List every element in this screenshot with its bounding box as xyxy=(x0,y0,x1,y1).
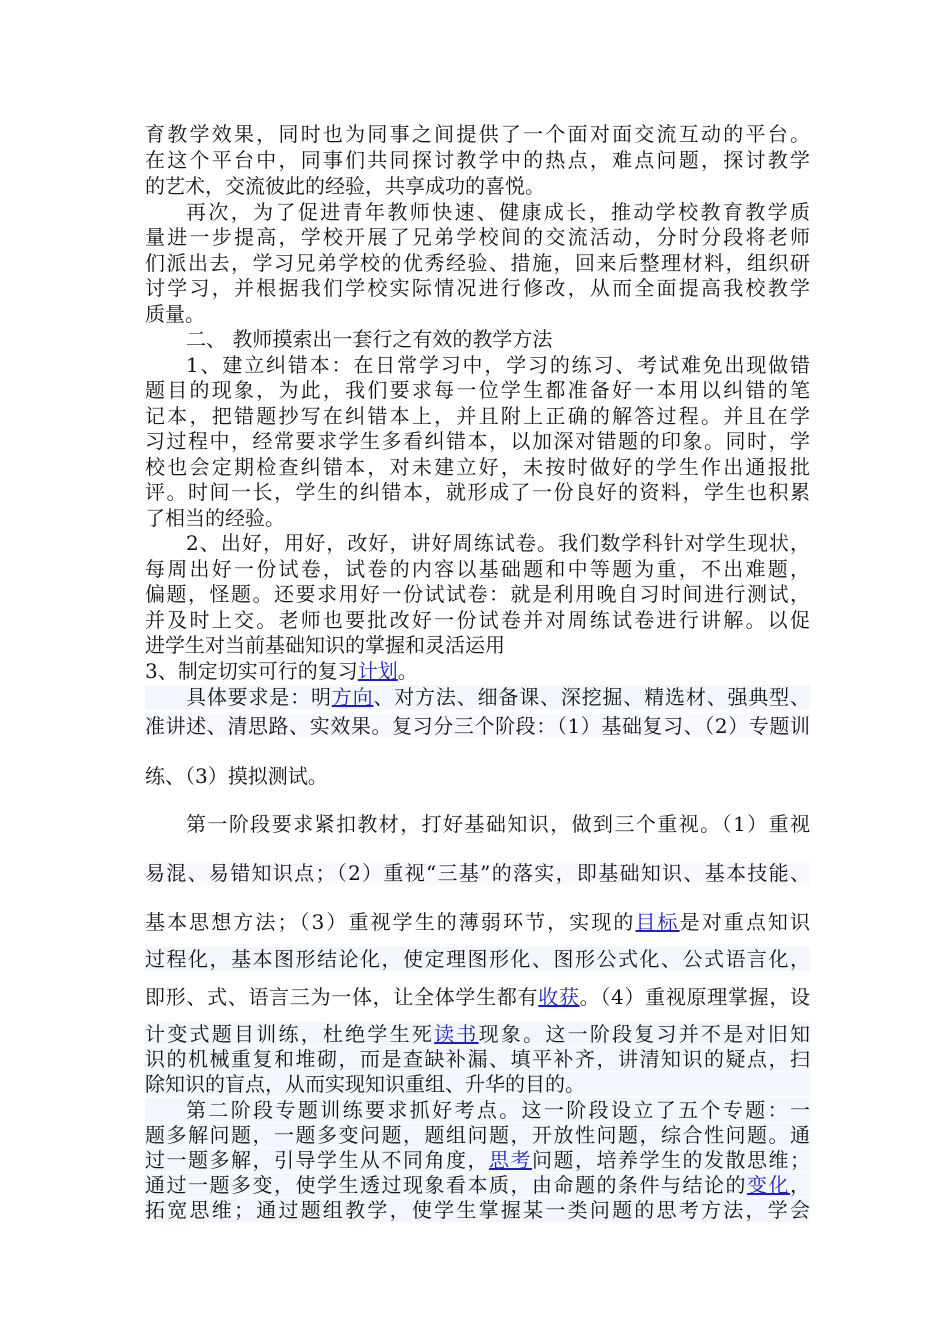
text-line: 第一阶段要求紧扣教材，打好基础知识，做到三个重视。（1）重视 xyxy=(186,812,810,836)
text-line: 练、（3）摸拟测试。 xyxy=(145,764,328,788)
text-line: 偏题，怪题。还要求用好一份试试卷：就是利用晚自习时间进行测试， xyxy=(145,582,810,606)
text-line: 在这个平台中，同事们共同探讨教学中的热点，难点问题，探讨教学 xyxy=(145,148,810,172)
harvest-link[interactable]: 收获 xyxy=(538,985,580,1009)
text-segment: 是对重点知识 xyxy=(679,910,810,934)
text-line: 进学生对当前基础知识的掌握和灵活运用 xyxy=(145,633,505,657)
text-line: 的艺术，交流彼此的经验，共享成功的喜悦。 xyxy=(145,174,545,198)
text-line xyxy=(145,1022,810,1046)
text-line xyxy=(145,659,810,683)
text-segment: 问题，培养学生的发散思维； xyxy=(532,1148,810,1172)
text-segment: ， xyxy=(790,1173,810,1197)
text-segment: 现象。这一阶段复习并不是对旧知 xyxy=(478,1022,810,1046)
text-line: 记本，把错题抄写在纠错本上，并且附上正确的解答过程。并且在学 xyxy=(145,404,810,428)
text-segment: 。 xyxy=(397,659,418,683)
text-line: 并及时上交。老师也要批改好一份试卷并对周练试卷进行讲解。以促 xyxy=(145,608,810,632)
text-line: 习过程中，经常要求学生多看纠错本，以加深对错题的印象。同时，学 xyxy=(145,429,810,453)
text-line: 质量。 xyxy=(145,302,205,326)
text-segment: 3、制定切实可行的复习 xyxy=(145,659,358,683)
text-line: 2、出好，用好，改好，讲好周练试卷。我们数学科针对学生现状， xyxy=(186,531,810,555)
study-link[interactable]: 读书 xyxy=(434,1022,479,1046)
text-line: 题目的现象，为此，我们要求每一位学生都准备好一本用以纠错的笔 xyxy=(145,378,810,402)
text-segment: 即形、式、语言三为一体，让全体学生都有 xyxy=(145,985,539,1009)
text-segment: 具体要求是：明 xyxy=(186,685,332,709)
text-segment: 通过一题多变，使学生透过现象看本质，由命题的条件与结论的 xyxy=(145,1173,747,1197)
text-segment: 计变式题目训练，杜绝学生死 xyxy=(145,1022,435,1046)
section-heading: 二、 教师摸索出一套行之有效的教学方法 xyxy=(186,327,553,351)
text-line: 过程化，基本图形结论化，使定理图形化、图形公式化、公式语言化， xyxy=(145,947,810,971)
text-line: 第二阶段专题训练要求抓好考点。这一阶段设立了五个专题：一 xyxy=(145,1098,810,1122)
text-line: 校也会定期检查纠错本，对未建立好，未按时做好的学生作出通报批 xyxy=(145,455,810,479)
text-line xyxy=(145,910,810,934)
direction-link[interactable]: 方向 xyxy=(331,685,374,709)
text-line: 准讲述、清思路、实效果。复习分三个阶段：（1）基础复习、（2）专题训 xyxy=(145,714,810,738)
text-segment: 基本思想方法；（3）重视学生的薄弱环节，实现的 xyxy=(145,910,636,934)
plan-link[interactable]: 计划 xyxy=(357,659,398,683)
text-line: 易混、易错知识点；（2）重视“三基”的落实，即基础知识、基本技能、 xyxy=(145,861,810,885)
text-line: 了相当的经验。 xyxy=(145,506,285,530)
text-line: 再次，为了促进青年教师快速、健康成长，推动学校教育教学质 xyxy=(186,200,810,224)
change-link[interactable]: 变化 xyxy=(747,1173,790,1197)
text-line: 量进一步提高，学校开展了兄弟学校间的交流活动，分时分段将老师 xyxy=(145,225,810,249)
text-line xyxy=(145,1173,810,1197)
text-line: 识的机械重复和堆砌，而是查缺补漏、填平补齐，讲清知识的疑点，扫 xyxy=(145,1047,810,1071)
text-line xyxy=(145,985,810,1009)
text-line xyxy=(145,685,810,709)
text-line: 育教学效果，同时也为同事之间提供了一个面对面交流互动的平台。 xyxy=(145,122,810,146)
goal-link[interactable]: 目标 xyxy=(635,910,680,934)
text-line: 评。时间一长，学生的纠错本，就形成了一份良好的资料，学生也积累 xyxy=(145,480,810,504)
text-line: 每周出好一份试卷，试卷的内容以基础题和中等题为重，不出难题， xyxy=(145,557,810,581)
text-line: 们派出去，学习兄弟学校的优秀经验、措施，回来后整理材料，组织研 xyxy=(145,251,810,275)
text-line: 拓宽思维；通过题组教学，使学生掌握某一类问题的思考方法，学会 xyxy=(145,1198,810,1222)
think-link[interactable]: 思考 xyxy=(489,1148,532,1172)
text-line: 1、建立纠错本：在日常学习中，学习的练习、考试难免出现做错 xyxy=(186,353,810,377)
text-segment: 过一题多解，引导学生从不同角度， xyxy=(145,1148,489,1172)
text-line: 除知识的盲点，从而实现知识重组、升华的目的。 xyxy=(145,1072,810,1096)
text-segment: 。（4）重视原理掌握，设 xyxy=(579,985,810,1009)
text-line xyxy=(145,1148,810,1172)
text-line: 讨学习，并根据我们学校实际情况进行修改，从而全面提高我校教学 xyxy=(145,276,810,300)
text-segment: 、对方法、细备课、深挖掘、精选材、强典型、 xyxy=(373,685,810,709)
text-line: 题多解问题，一题多变问题，题组问题，开放性问题，综合性问题。通 xyxy=(145,1123,810,1147)
